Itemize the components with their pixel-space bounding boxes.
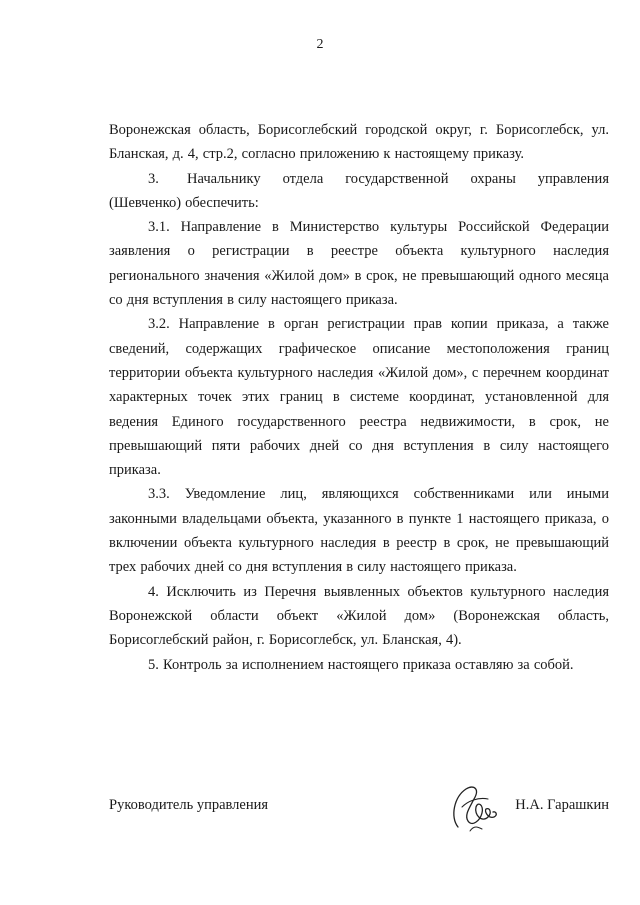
signatory-name: Н.А. Гарашкин (515, 797, 609, 813)
paragraph-item-5: 5. Контроль за исполнением настоящего приказа оставляю за собой. (148, 656, 574, 673)
paragraph-item-4: 4. Исключить из Перечня выявленных объектов культурного наследия Воронежской области объект «Жилой дом» (Воронежская область, Борисоглебский район, г. Борисоглебск, ул. Бланская, 4). (109, 583, 609, 649)
paragraph-item-3-3: 3.3. Уведомление лиц, являющихся собственниками или иными законными владельцами объекта, указанного в пункте 1 настоящего приказа, о включении объекта культурного наследия в реестр в срок, не превышающий трех рабочих дней со дня вступления в силу настоящего приказа. (109, 486, 609, 576)
item-text: Начальнику отдела государственной охраны управления (Шевченко) обеспечить: (109, 170, 609, 211)
page-number: 2 (316, 37, 324, 52)
signature-block (109, 795, 609, 855)
signatory-title: Руководитель управления (109, 797, 269, 813)
paragraph-address-continuation: Воронежская область, Борисоглебский городской округ, г. Борисоглебск, ул. Бланская, д. 4, стр.2, согласно приложению к настоящему приказу. (109, 122, 609, 163)
document-body (109, 118, 609, 677)
paragraph-item-3-2: 3.2. Направление в орган регистрации прав копии приказа, а также сведений, содержащих графическое описание местоположения границ территории объекта культурного наследия «Жилой дом», с перечнем координат характерных точек этих границ в системе координат, установленной для ведения Единого государственного реестра недвижимости, в срок, не превышающий пяти рабочих дней со дня вступления в силу настоящего приказа. (109, 316, 609, 479)
paragraph-item-3-1: 3.1. Направление в Министерство культуры Российской Федерации заявления о регистрации в реестре объекта культурного наследия регионального значения «Жилой дом» в срок, не превышающий одного месяца со дня вступления в силу настоящего приказа. (109, 219, 609, 309)
handwritten-signature-icon (444, 777, 506, 839)
item-number: 3. (148, 170, 159, 187)
paragraph-item-3 (109, 167, 609, 216)
